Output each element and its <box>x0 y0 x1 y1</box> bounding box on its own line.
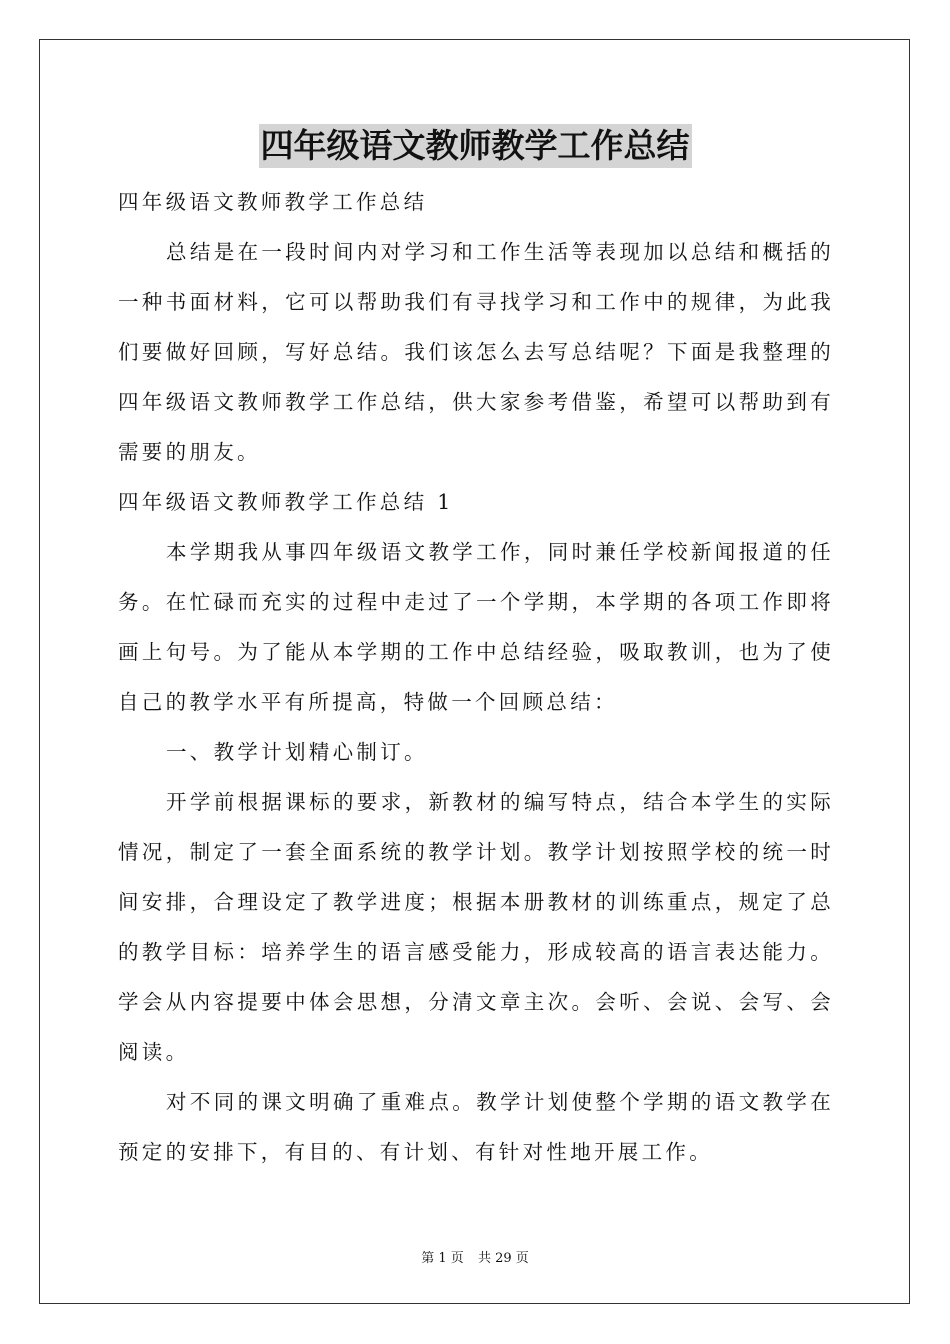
body-paragraph-3: 对不同的课文明确了重难点。教学计划使整个学期的语文教学在预定的安排下，有目的、有计划、有针对性地开展工作。 <box>118 1090 834 1164</box>
body-paragraph-2: 开学前根据课标的要求，新教材的编写特点，结合本学生的实际情况，制定了一套全面系统的教学计划。教学计划按照学校的统一时间安排，合理设定了教学进度；根据本册教材的训练重点，规定了总的教学目标：培养学生的语言感受能力，形成较高的语言表达能力。学会从内容提要中体会思想，分清文章主次。会听、会说、会写、会阅读。 <box>118 790 834 1064</box>
page-total: 共 29 页 <box>477 1251 529 1266</box>
page-footer <box>0 1247 950 1266</box>
document-body <box>118 177 834 1177</box>
page-number: 第 1 页 <box>421 1251 464 1266</box>
subtitle-heading: 四年级语文教师教学工作总结 <box>118 190 428 214</box>
section-heading-1: 四年级语文教师教学工作总结 1 <box>118 490 454 514</box>
body-paragraph-1: 本学期我从事四年级语文教学工作，同时兼任学校新闻报道的任务。在忙碌而充实的过程中走过了一个学期，本学期的各项工作即将画上句号。为了能从本学期的工作中总结经验，吸取教训，也为了使自己的教学水平有所提高，特做一个回顾总结： <box>118 540 834 714</box>
document-title: 四年级语文教师教学工作总结 <box>259 124 692 168</box>
intro-paragraph: 总结是在一段时间内对学习和工作生活等表现加以总结和概括的一种书面材料，它可以帮助我们有寻找学习和工作中的规律，为此我们要做好回顾，写好总结。我们该怎么去写总结呢？下面是我整理的四年级语文教师教学工作总结，供大家参考借鉴，希望可以帮助到有需要的朋友。 <box>118 240 834 464</box>
title-container <box>0 124 950 168</box>
subheading-teaching-plan: 一、教学计划精心制订。 <box>166 740 428 764</box>
